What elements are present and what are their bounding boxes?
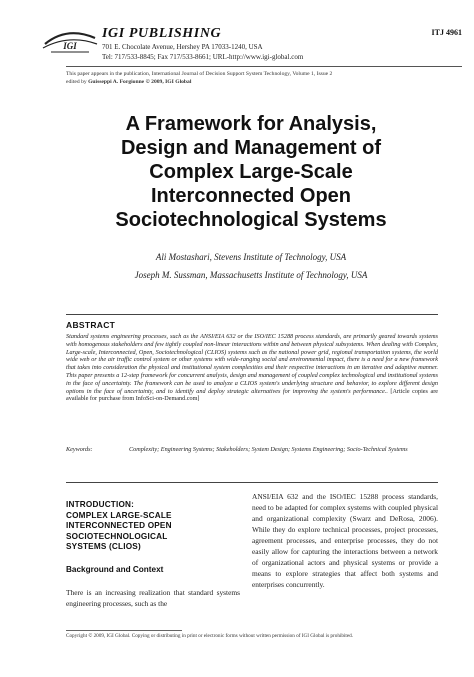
section-heading-line: INTRODUCTION: [66, 500, 135, 509]
section-heading-line: SYSTEMS (CLIOS) [66, 542, 141, 551]
publication-note [66, 70, 436, 86]
title-line: Complex Large-Scale [149, 161, 353, 183]
svg-text:IGI: IGI [63, 41, 77, 51]
section-heading-line: COMPLEX LARGE-SCALE [66, 510, 172, 520]
publication-note-line-2 [66, 78, 436, 86]
subsection-heading: Background and Context [66, 564, 164, 574]
publisher-address [102, 42, 303, 62]
keywords-block [66, 446, 438, 468]
author-affiliation: Joseph M. Sussman, Massachusetts Institute of Technology, USA [134, 270, 368, 280]
address-line: 701 E. Chocolate Avenue, Hershey PA 17033-1240, USA [102, 43, 263, 51]
section-heading [66, 500, 240, 553]
body-paragraph: ANSI/EIA 632 and the ISO/IEC 15288 process standards, need to be adapted for complex systems with coupled physical and organizational complexity (Swarz and DeRosa, 2006). While they do explore technical processes, project processes, agreement processes, and enterprise processes, they do not easily allow for capturing the interactions between a network of organizational actors and physical systems or provide a means to explore strategies that affect both systems and enterprises concurrently. [252, 492, 438, 589]
abstract-body [66, 333, 438, 403]
header-divider [66, 66, 462, 67]
publisher-name: IGI PUBLISHING [102, 26, 222, 41]
abstract-text: Standard systems engineering processes, such as the ANSI/EIA 632 or the ISO/IEC 15288 process standards, are primarily geared towards systems with homogenous stakeholders and few tightly coupled non-linear interactions within and between physical subsystems. When dealing with Complex, Large-scale, Interconnected, Open, Sociotechnological (CLIOS) systems such as the national power grid, regional transportation systems, the world wide web or the air traffic control system or other systems with wide-ranging social and environmental impact, there is a need for a new framework that takes into consideration the physical and institutional system complexities and their respective interactions in an iterative and adaptive manner. This paper presents a 12-step framework for concurrent analysis, design and management of coupled complex technological and institutional systems in the face of uncertainty. The framework can be used to analyze a CLIOS system's underlying structure and behavior, to explore different design options in the face of uncertainty, and to identify and deploy strategic alternatives for improving the system's performance.. [66, 333, 438, 395]
body-right-column [252, 491, 438, 590]
igi-publishing-logo [41, 18, 99, 62]
keywords-label: Keywords: [66, 446, 93, 453]
contact-line: Tel: 717/533-8845; Fax 717/533-8661; URL-http://www.igi-global.com [102, 53, 304, 61]
keywords-list: Complexity; Engineering Systems; Stakeholders; System Design; Systems Engineering; Socio-Technical Systems [129, 446, 408, 453]
editor-prefix: edited by [66, 79, 89, 85]
journal-code: ITJ 4961 [431, 28, 462, 37]
publication-note-line-1: This paper appears in the publication, International Journal of Decision Support System Technology, Volume 1, Issue 2 [66, 71, 333, 77]
copyright-notice: Copyright © 2009, IGI Global. Copying or distributing in print or electronic forms without written permission of IGI Global is prohibited. [66, 633, 354, 639]
section-heading-line: INTERCONNECTED OPEN [66, 521, 172, 530]
article-access-note: [Article copies are available for purchase from InfoSci-on-Demand.com] [66, 387, 439, 403]
abstract-heading: ABSTRACT [66, 320, 116, 330]
title-line: Design and Management of [120, 137, 382, 159]
title-line: Sociotechnological Systems [115, 209, 387, 231]
author-affiliation: Ali Mostashari, Stevens Institute of Technology, USA [155, 252, 347, 262]
paper-title [66, 112, 436, 232]
abstract-top-rule [66, 314, 438, 315]
editor-credit: Guisseppi A. Forgionne © 2009, IGI Global [88, 79, 192, 85]
title-line: Interconnected Open [150, 185, 352, 207]
footer-divider [66, 630, 182, 631]
body-paragraph: There is an increasing realization that standard systems engineering processes, such as the [66, 587, 240, 608]
section-heading-line: SOCIOTECHNOLOGICAL [66, 531, 168, 541]
abstract-bottom-rule [66, 482, 438, 483]
body-left-column [66, 500, 240, 609]
title-line: A Framework for Analysis, [125, 113, 377, 135]
